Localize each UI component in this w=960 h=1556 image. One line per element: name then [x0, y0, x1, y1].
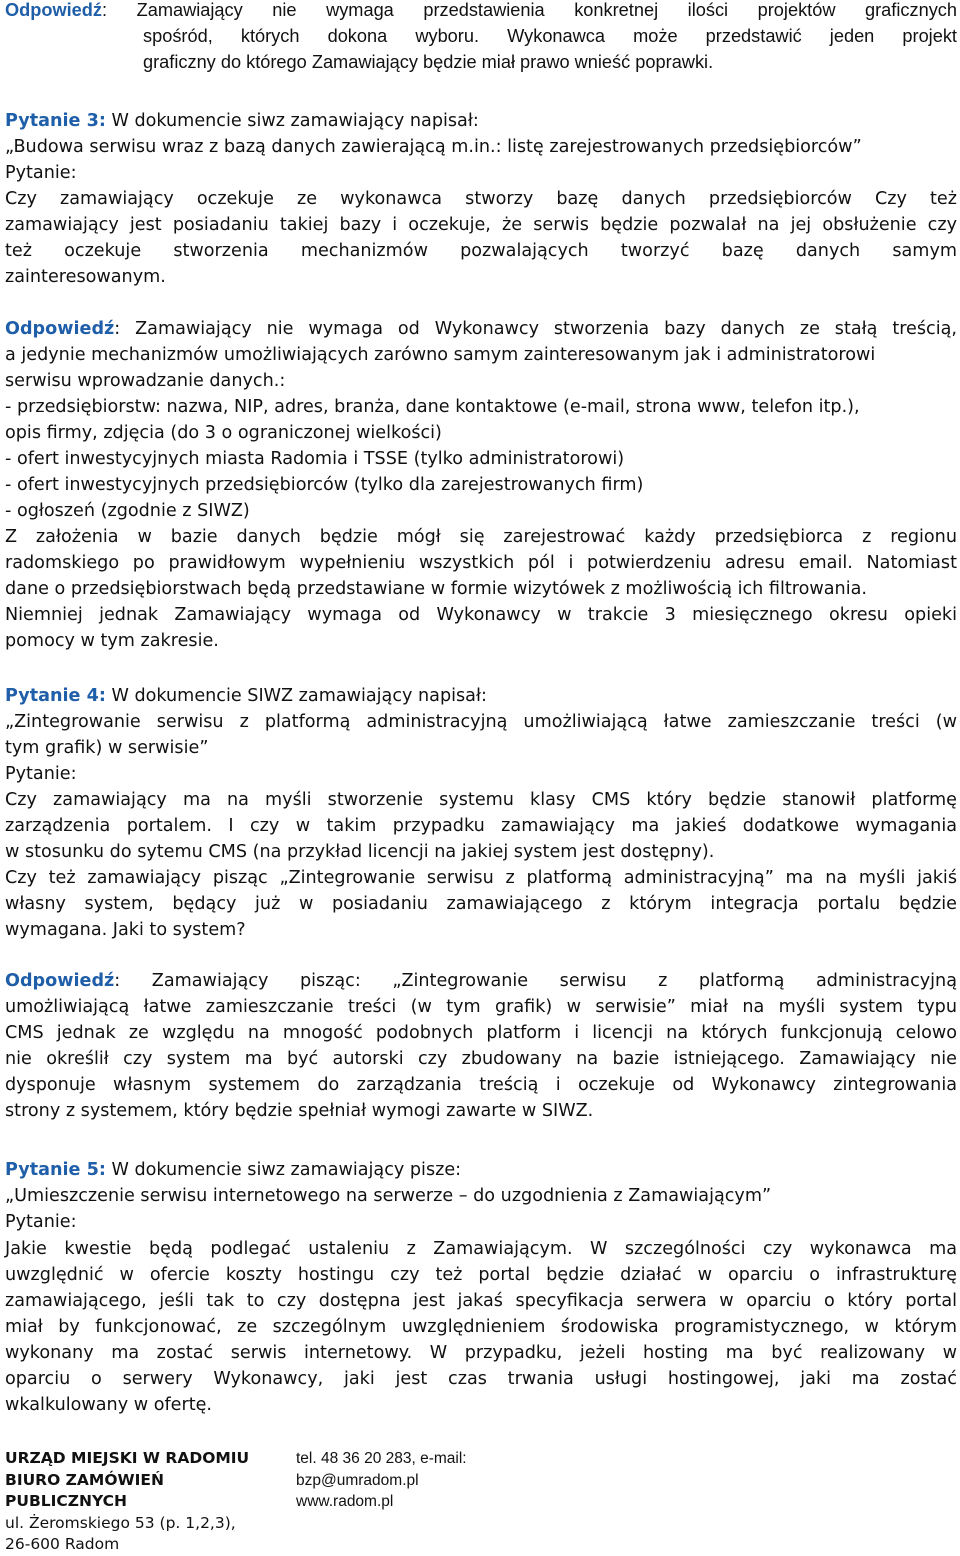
q3-answer-line: Z założenia w bazie danych będzie mógł się zarejestrować każdy przedsiębiorca z regionu — [5, 527, 957, 547]
q3-answer-line: a jedynie mechanizmów umożliwiających zarówno samym zainteresowanym jak i administratorowi — [5, 345, 876, 365]
q5-body-line: miał by funkcjonować, ze szczególnym uwzględnieniem środowiska programistycznego, w którym — [5, 1317, 957, 1337]
q5-body-line: zamawiającego, jeśli tak to czy dostępna jest jakaś specyfikacja serwera w oparciu o który portal — [5, 1291, 957, 1311]
footer-phone: tel. 48 36 20 283, e-mail: — [296, 1450, 467, 1467]
q3-answer-line-1: Odpowiedź: Zamawiający nie wymaga od Wykonawcy stworzenia bazy danych ze stałą treścią, — [5, 319, 957, 339]
q3-answer-line: pomocy w tym zakresie. — [5, 631, 219, 651]
q5-body-line: wykonany ma zostać serwis internetowy. W przypadku, jeżeli hosting ma być realizowany w — [5, 1343, 957, 1363]
q3-answer-line: serwisu wprowadzanie danych.: — [5, 371, 286, 391]
q5-pytanie-label: Pytanie: — [5, 1212, 77, 1232]
footer-org-line: BIURO ZAMÓWIEŃ — [5, 1470, 164, 1489]
q3-answer-line: - przedsiębiorstw: nazwa, NIP, adres, branża, dane kontaktowe (e-mail, strona www, telefon itp.), — [5, 397, 860, 417]
q3-quote: „Budowa serwisu wraz z bazą danych zawierającą m.in.: listę zarejestrowanych przedsiębiorców” — [5, 137, 862, 157]
q3-pytanie-label: Pytanie: — [5, 163, 77, 183]
q4-body-line: Czy też zamawiający pisząc „Zintegrowanie serwisu z platformą administracyjną” ma na myśli jakiś — [5, 868, 957, 888]
answer-label: Odpowiedź — [5, 0, 102, 20]
q5-body-line: uwzględnić w ofercie koszty hostingu czy też portal będzie działać w oparciu o infrastrukturę — [5, 1265, 957, 1285]
q5-body-line: Jakie kwestie będą podlegać ustaleniu z Zamawiającym. W szczególności czy wykonawca ma — [5, 1239, 957, 1259]
q4-body-line: wymagana. Jaki to system? — [5, 920, 246, 940]
footer-website-link[interactable]: www.radom.pl — [296, 1493, 394, 1510]
q4-quote-line: tym grafik) w serwisie” — [5, 738, 209, 758]
q3-answer-line: Niemniej jednak Zamawiający wymaga od Wykonawcy w trakcie 3 miesięcznego okresu opieki — [5, 605, 957, 625]
footer-org-line: PUBLICZNYCH — [5, 1492, 128, 1510]
q5-quote: „Umieszczenie serwisu internetowego na serwerze – do uzgodnienia z Zamawiającym” — [5, 1186, 772, 1206]
q3-body-line: zainteresowanym. — [5, 267, 166, 287]
q4-answer-line: CMS jednak ze względu na mnogość podobnych platform i licencji na których funkcjonują celowo — [5, 1023, 957, 1043]
q3-title: Pytanie 3: — [5, 111, 106, 131]
footer-email-link[interactable]: bzp@umradom.pl — [296, 1471, 419, 1489]
footer-organization — [5, 1448, 285, 1556]
q4-pytanie-label: Pytanie: — [5, 764, 77, 784]
q3-answer-line: opis firmy, zdjęcia (do 3 o ograniczonej wielkości) — [5, 423, 442, 443]
q3-answer-line: - ofert inwestycyjnych miasta Radomia i TSSE (tylko administratorowi) — [5, 449, 625, 469]
q4-heading: Pytanie 4: W dokumencie SIWZ zamawiający napisał: — [5, 686, 487, 706]
q4-body-line: Czy zamawiający ma na myśli stworzenie systemu klasy CMS który będzie stanowił platformę — [5, 790, 957, 810]
answer-label: Odpowiedź — [5, 971, 115, 991]
q4-answer-line: dysponuje własnym systemem do zarządzania treścią i oczekuje od Wykonawcy zintegrowania — [5, 1075, 957, 1095]
top-answer-line-2: spośród, których dokona wyboru. Wykonawca może przedstawić jeden projekt — [143, 26, 957, 46]
q3-answer-line: - ogłoszeń (zgodnie z SIWZ) — [5, 501, 250, 521]
footer-address-line: ul. Żeromskiego 53 (p. 1,2,3), — [5, 1513, 236, 1532]
footer-org-line: URZĄD MIEJSKI W RADOMIU — [5, 1449, 250, 1467]
q4-answer-line: nie określił czy system ma być autorski czy zbudowany na bazie istniejącego. Zamawiający nie — [5, 1049, 957, 1069]
q3-body-line: Czy zamawiający oczekuje ze wykonawca stworzy bazę danych przedsiębiorców Czy też — [5, 189, 957, 209]
q3-answer-line: radomskiego po prawidłowym wypełnieniu wszystkich pól i potwierdzeniu adresu email. Natomiast — [5, 553, 957, 573]
top-answer-line-1: Odpowiedź: Zamawiający nie wymaga przedstawienia konkretnej ilości projektów graficznych — [5, 0, 957, 20]
q4-answer-line: umożliwiającą łatwe zamieszczanie treści (w tym grafik) w serwisie” miał na myśli system typu — [5, 997, 957, 1017]
q5-body-line: wkalkulowany w ofertę. — [5, 1395, 213, 1415]
q4-quote-line: „Zintegrowanie serwisu z platformą administracyjną umożliwiającą łatwe zamieszczanie treści (w — [5, 712, 957, 732]
q5-heading: Pytanie 5: W dokumencie siwz zamawiający pisze: — [5, 1160, 462, 1180]
q3-answer-line: - ofert inwestycyjnych przedsiębiorców (tylko dla zarejestrowanych firm) — [5, 475, 644, 495]
footer-address-line: 26-600 Radom — [5, 1535, 120, 1553]
q4-answer-line: strony z systemem, który będzie spełniał wymogi zawarte w SIWZ. — [5, 1101, 594, 1121]
q4-body-line: w stosunku do sytemu CMS (na przykład licencji na jakiej system jest dostępny). — [5, 842, 715, 862]
q4-answer-line-1: Odpowiedź: Zamawiający pisząc: „Zintegrowanie serwisu z platformą administracyjną — [5, 971, 957, 991]
q3-heading: Pytanie 3: W dokumencie siwz zamawiający napisał: — [5, 111, 479, 131]
footer-contact — [296, 1448, 467, 1513]
q3-body-line: też oczekuje stworzenia mechanizmów pozwalających tworzyć bazę danych samym — [5, 241, 957, 261]
q3-answer-line: dane o przedsiębiorstwach będą przedstawiane w formie wizytówek z możliwością ich filtrowania. — [5, 579, 867, 599]
q4-body-line: zarządzenia portalem. I czy w takim przypadku zamawiający ma jakieś dodatkowe wymagania — [5, 816, 957, 836]
q3-body-line: zamawiający jest posiadaniu takiej bazy i oczekuje, że serwis będzie pozwalał na jej obsłużenie czy — [5, 215, 957, 235]
q4-body-line: własny system, będący już w posiadaniu zamawiającego z którym integracja portalu będzie — [5, 894, 957, 914]
answer-label: Odpowiedź — [5, 319, 115, 339]
q4-title: Pytanie 4: — [5, 686, 106, 706]
q5-body-line: oparciu o serwery Wykonawcy, jaki jest czas trwania usługi hostingowej, jaki ma zostać — [5, 1369, 957, 1389]
q5-title: Pytanie 5: — [5, 1160, 106, 1180]
top-answer-line-3: graficzny do którego Zamawiający będzie miał prawo wnieść poprawki. — [143, 52, 714, 72]
